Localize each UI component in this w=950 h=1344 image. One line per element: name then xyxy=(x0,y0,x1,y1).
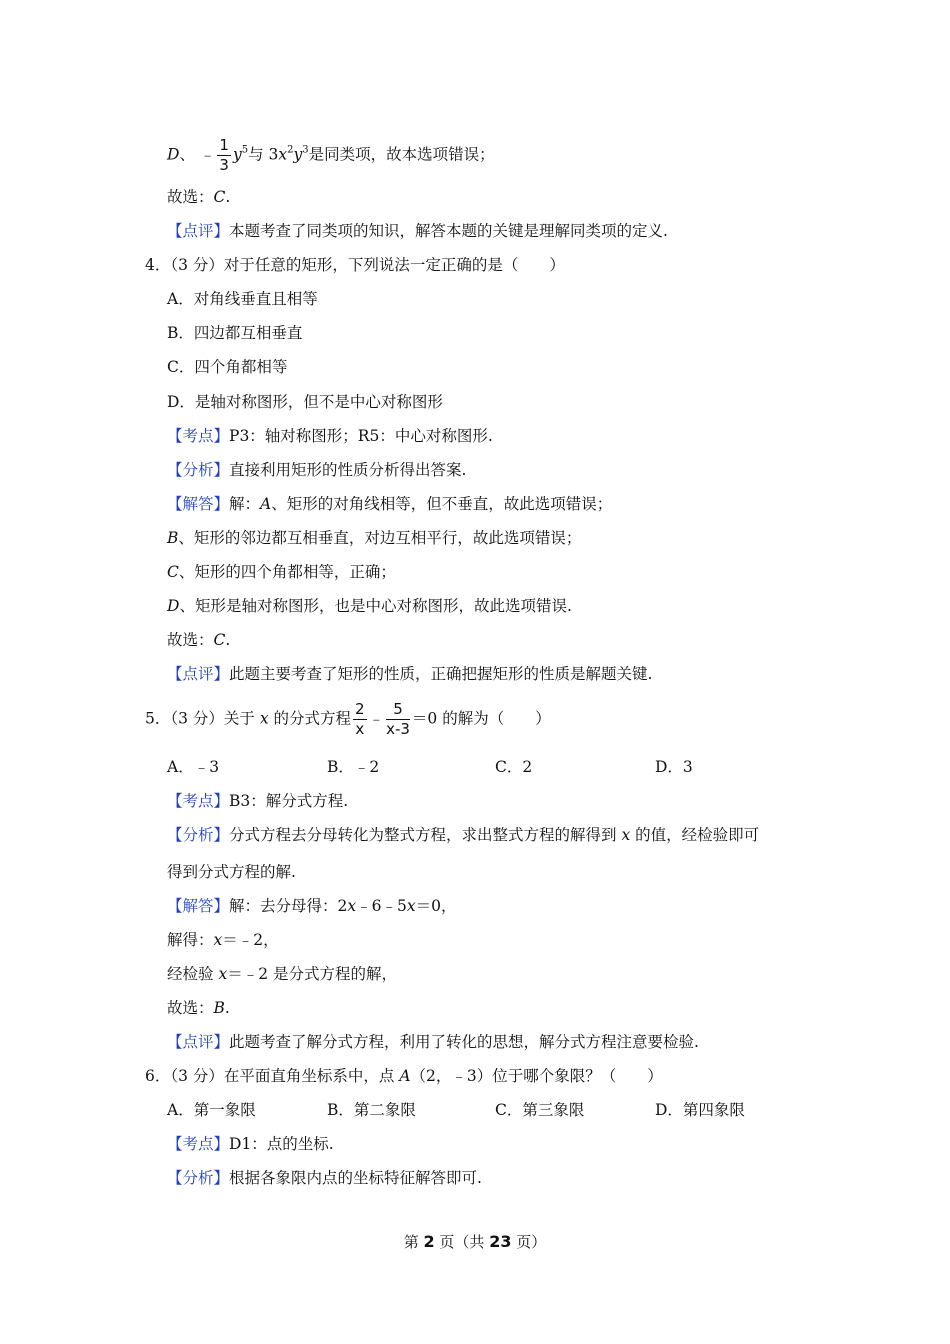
variable: x xyxy=(259,709,269,728)
text: 6．（3 分）在平面直角坐标系中，点 xyxy=(145,1067,400,1085)
option-letter: A xyxy=(260,495,272,513)
variable: x xyxy=(278,145,288,164)
q5-jieda-2 xyxy=(167,930,279,950)
text: 、矩形的邻边都互相垂直，对边互相平行，故此选项错误； xyxy=(178,529,582,547)
footer-text: 第 xyxy=(403,1233,424,1251)
fraction-denominator: x-3 xyxy=(386,720,410,738)
text: 的分式方程 xyxy=(268,709,352,728)
q4-fenxi xyxy=(167,460,466,480)
page-number: 2 xyxy=(423,1232,435,1251)
text: ＝0 的解为（ ） xyxy=(411,709,551,728)
text: 、矩形的对角线相等，但不垂直，故此选项错误； xyxy=(271,495,613,513)
text: （2，﹣3）位于哪个象限？（ ） xyxy=(410,1067,663,1085)
q6-option-a: A．第一象限 xyxy=(167,1101,256,1119)
q3-option-d-analysis xyxy=(167,136,495,175)
q5-option-d: D．3 xyxy=(655,758,693,776)
jieda-tag: 【解答】 xyxy=(167,897,230,915)
fraction-denominator: x xyxy=(355,720,365,738)
fraction-denominator: 3 xyxy=(219,156,229,174)
review-text: 此题考查了解分式方程，利用了转化的思想，解分式方程注意要检验. xyxy=(229,1033,699,1051)
fenxi-text: 根据各象限内点的坐标特征解答即可. xyxy=(229,1169,482,1187)
separator: 、 xyxy=(179,145,195,164)
text: 解： xyxy=(229,495,261,513)
q4-jieda-4 xyxy=(167,596,572,616)
choice-label: 故选： xyxy=(167,188,214,206)
q5-option-c: C．2 xyxy=(495,758,533,776)
q4-jieda-2 xyxy=(167,528,581,548)
variable: x xyxy=(347,897,357,915)
q5-fenxi-2: 得到分式方程的解. xyxy=(167,863,296,881)
review-tag: 【点评】 xyxy=(167,1033,230,1051)
fraction xyxy=(386,700,410,739)
q4-jieda-3 xyxy=(167,562,396,582)
exponent: 3 xyxy=(302,144,309,156)
choice-label: 故选： xyxy=(167,999,214,1017)
review-tag: 【点评】 xyxy=(167,222,230,240)
variable: x xyxy=(218,965,228,983)
fraction-numerator: 2 xyxy=(355,700,365,718)
q5-kaodian xyxy=(167,791,348,811)
variable: y xyxy=(293,145,303,164)
q4-choice xyxy=(167,630,230,650)
text: 、矩形的四个角都相等，正确； xyxy=(178,563,396,581)
q6-stem xyxy=(145,1066,663,1086)
fraction xyxy=(217,136,231,175)
option-letter: D xyxy=(167,597,180,615)
q6-kaodian xyxy=(167,1134,334,1154)
text: ＝﹣2， xyxy=(222,931,279,949)
q3-review xyxy=(167,221,668,241)
choice-label: 故选： xyxy=(167,631,214,649)
text: 解：去分母得：2 xyxy=(229,897,348,915)
q6-option-b: B．第二象限 xyxy=(327,1101,416,1119)
review-text: 此题主要考查了矩形的性质，正确把握矩形的性质是解题关键. xyxy=(229,665,653,683)
kaodian-tag: 【考点】 xyxy=(167,1135,230,1153)
fenxi-tag: 【分析】 xyxy=(167,461,230,479)
q5-jieda-1 xyxy=(167,896,457,916)
choice-answer: C xyxy=(213,631,226,649)
period: . xyxy=(224,999,230,1017)
kaodian-tag: 【考点】 xyxy=(167,427,230,445)
q6-fenxi xyxy=(167,1168,482,1188)
variable: x xyxy=(406,897,416,915)
choice-answer: B xyxy=(213,999,225,1017)
page-footer xyxy=(0,1231,950,1252)
period: . xyxy=(225,631,231,649)
minus-sign: ﹣ xyxy=(199,145,216,164)
q4-kaodian xyxy=(167,426,493,446)
q4-review xyxy=(167,664,652,684)
q5-review xyxy=(167,1032,699,1052)
footer-text: 页） xyxy=(511,1233,547,1251)
text: 经检验 xyxy=(167,965,219,983)
text: ＝0， xyxy=(415,897,457,915)
fenxi-text: 直接利用矩形的性质分析得出答案. xyxy=(229,461,467,479)
fenxi-tag: 【分析】 xyxy=(167,826,230,844)
fenxi-tag: 【分析】 xyxy=(167,1169,230,1187)
text: 与 3 xyxy=(248,145,279,164)
text: ＝﹣2 是分式方程的解， xyxy=(227,965,397,983)
kaodian-text: P3：轴对称图形；R5：中心对称图形. xyxy=(229,427,493,445)
jieda-tag: 【解答】 xyxy=(167,495,230,513)
q4-stem: 4．（3 分）对于任意的矩形，下列说法一定正确的是（ ） xyxy=(145,256,565,274)
option-letter: D xyxy=(167,145,180,164)
review-tag: 【点评】 xyxy=(167,665,230,683)
q4-option-c: C．四个角都相等 xyxy=(167,358,288,376)
q4-jieda-1 xyxy=(167,494,612,514)
q5-fenxi xyxy=(167,825,759,845)
text: ﹣6﹣5 xyxy=(356,897,407,915)
q6-option-c: C．第三象限 xyxy=(495,1101,585,1119)
point-label: A xyxy=(399,1067,411,1085)
choice-answer: C xyxy=(213,188,226,206)
text: 解得： xyxy=(167,931,214,949)
exponent: 2 xyxy=(287,144,294,156)
fraction-numerator: 1 xyxy=(219,136,229,154)
kaodian-text: D1：点的坐标. xyxy=(229,1135,334,1153)
footer-text: 页（共 xyxy=(434,1233,490,1251)
q5-stem xyxy=(145,700,551,739)
text: 的值，经检验即可 xyxy=(630,826,760,844)
text: 、矩形是轴对称图形，也是中心对称图形，故此选项错误. xyxy=(179,597,572,615)
q4-option-a: A．对角线垂直且相等 xyxy=(167,290,318,308)
text: 分式方程去分母转化为整式方程，求出整式方程的解得到 xyxy=(229,826,622,844)
q4-option-d: D．是轴对称图形，但不是中心对称图形 xyxy=(167,393,443,411)
total-pages: 23 xyxy=(489,1232,512,1251)
option-letter: B xyxy=(167,529,179,547)
fraction-numerator: 5 xyxy=(386,700,410,720)
q6-option-d: D．第四象限 xyxy=(655,1101,745,1119)
variable: y xyxy=(232,145,242,164)
option-letter: C xyxy=(167,563,179,581)
q5-option-a: A．﹣3 xyxy=(167,758,220,776)
variable: x xyxy=(213,931,223,949)
text: 5．（3 分）关于 xyxy=(145,709,260,728)
q3-choice xyxy=(167,187,230,207)
q4-option-b: B．四边都互相垂直 xyxy=(167,324,303,342)
q5-jieda-3 xyxy=(167,964,397,984)
q5-option-b: B．﹣2 xyxy=(327,758,380,776)
review-text: 本题考查了同类项的知识，解答本题的关键是理解同类项的定义. xyxy=(229,222,668,240)
text: 是同类项，故本选项错误； xyxy=(308,145,495,164)
period: . xyxy=(225,188,231,206)
q5-choice xyxy=(167,998,230,1018)
kaodian-tag: 【考点】 xyxy=(167,792,230,810)
kaodian-text: B3：解分式方程. xyxy=(229,792,349,810)
exponent: 5 xyxy=(241,144,249,156)
fraction xyxy=(353,700,367,739)
minus-sign: ﹣ xyxy=(368,709,385,728)
variable: x xyxy=(621,826,631,844)
